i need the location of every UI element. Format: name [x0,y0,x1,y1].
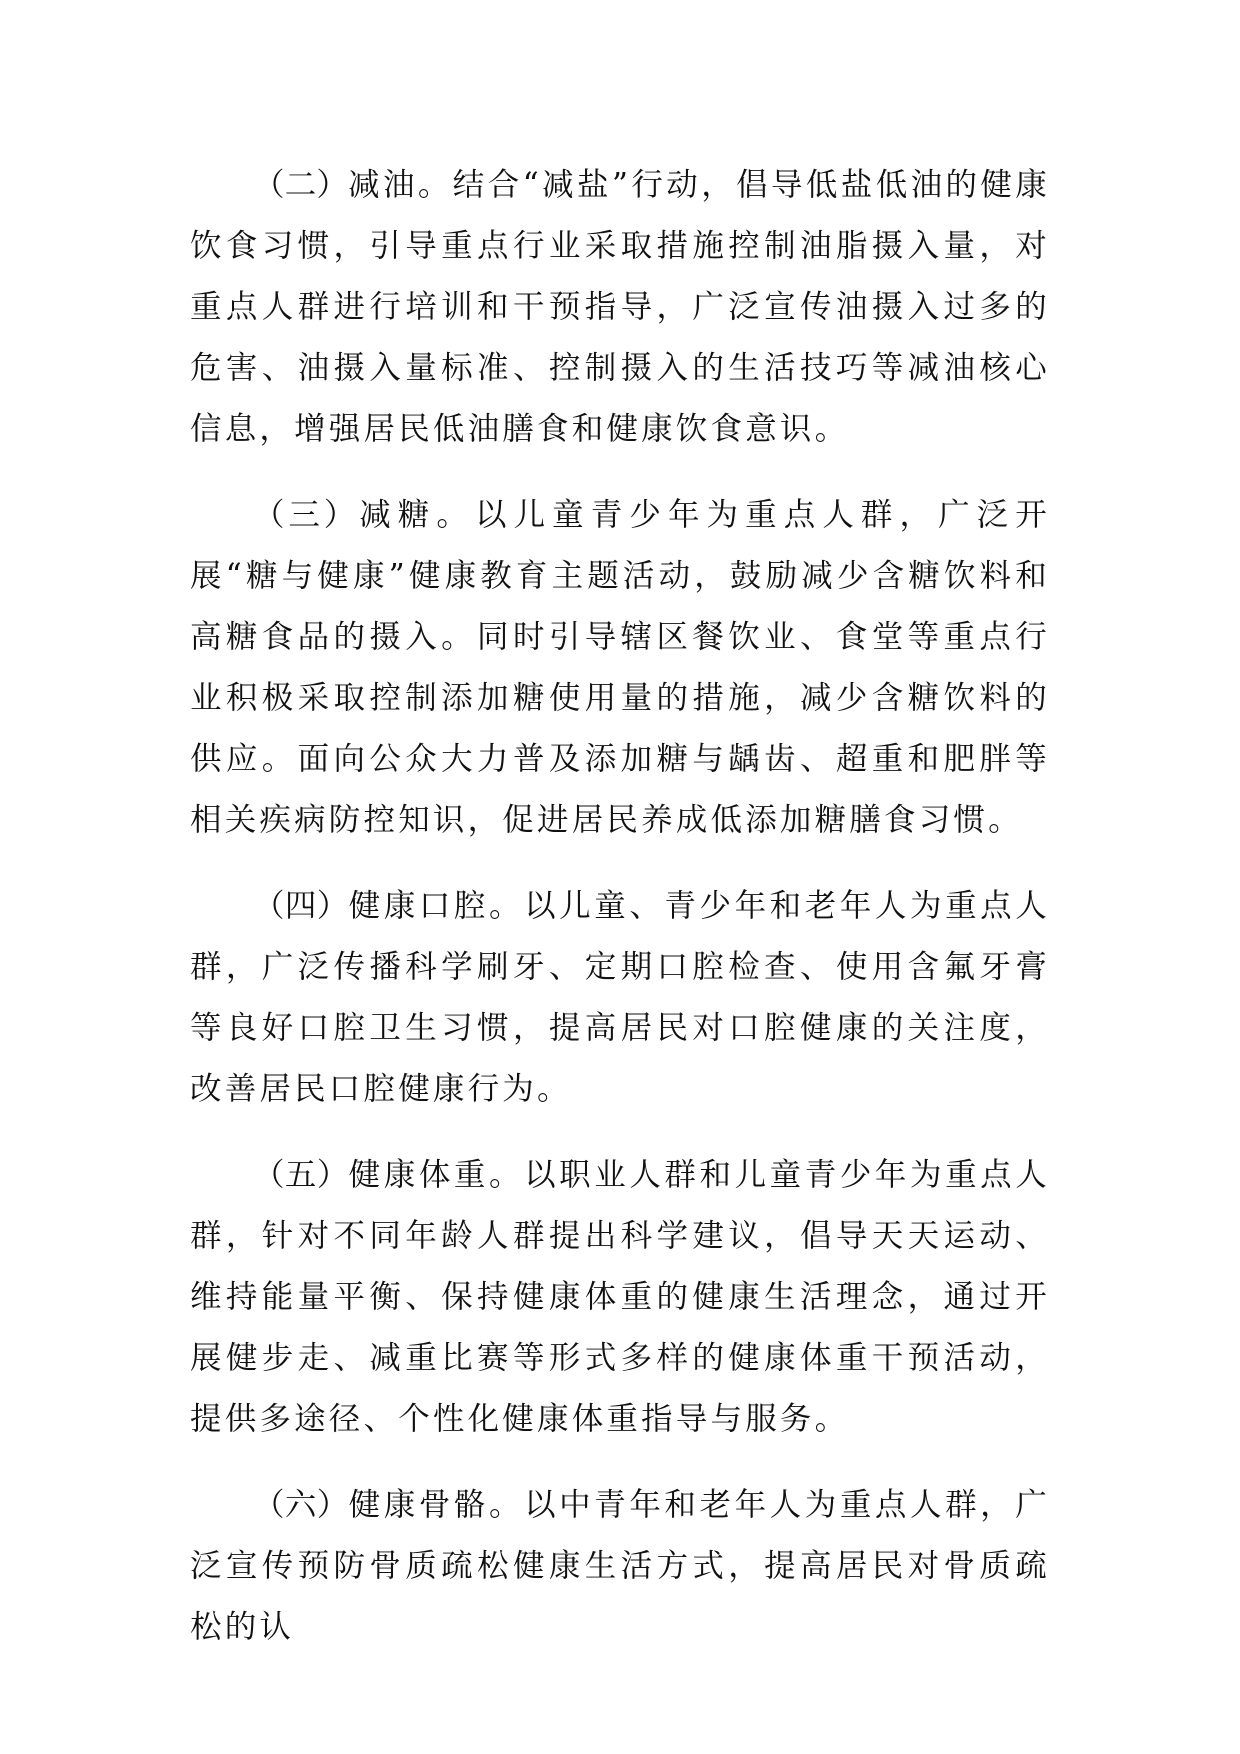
paragraph-healthy-bones [190,1475,1050,1658]
paragraph-oral-health [190,876,1050,1120]
paragraph-text: 健康骨骼。以中青年和老年人为重点人群，广泛宣传预防骨质疏松健康生活方式，提高居民对骨质疏松的认 [190,1487,1050,1645]
paragraph-text: 健康口腔。以儿童、青少年和老年人为重点人群，广泛传播科学刷牙、定期口腔检查、使用含氟牙膏等良好口腔卫生习惯，提高居民对口腔健康的关注度，改善居民口腔健康行为。 [190,888,1050,1107]
document-body [190,155,1050,1683]
paragraph-number: （四） [253,888,349,924]
paragraph-number: （五） [253,1157,349,1193]
paragraph-reduce-oil [190,155,1050,460]
paragraph-text: 减油。结合“减盐”行动，倡导低盐低油的健康饮食习惯，引导重点行业采取措施控制油脂摄入量，对重点人群进行培训和干预指导，广泛宣传油摄入过多的危害、油摄入量标准、控制摄入的生活技巧等减油核心信息，增强居民低油膳食和健康饮食意识。 [190,167,1050,447]
paragraph-text: 减糖。以儿童青少年为重点人群，广泛开展“糖与健康”健康教育主题活动，鼓励减少含糖饮料和高糖食品的摄入。同时引导辖区餐饮业、食堂等重点行业积极采取控制添加糖使用量的措施，减少含糖饮料的供应。面向公众大力普及添加糖与龋齿、超重和肥胖等相关疾病防控知识，促进居民养成低添加糖膳食习惯。 [190,497,1050,838]
paragraph-number: （二） [253,167,349,203]
paragraph-text: 健康体重。以职业人群和儿童青少年为重点人群，针对不同年龄人群提出科学建议，倡导天天运动、维持能量平衡、保持健康体重的健康生活理念，通过开展健步走、减重比赛等形式多样的健康体重干预活动，提供多途径、个性化健康体重指导与服务。 [190,1157,1050,1437]
paragraph-number: （三） [253,497,360,533]
paragraph-healthy-weight [190,1145,1050,1450]
paragraph-number: （六） [253,1487,349,1523]
paragraph-reduce-sugar [190,485,1050,851]
